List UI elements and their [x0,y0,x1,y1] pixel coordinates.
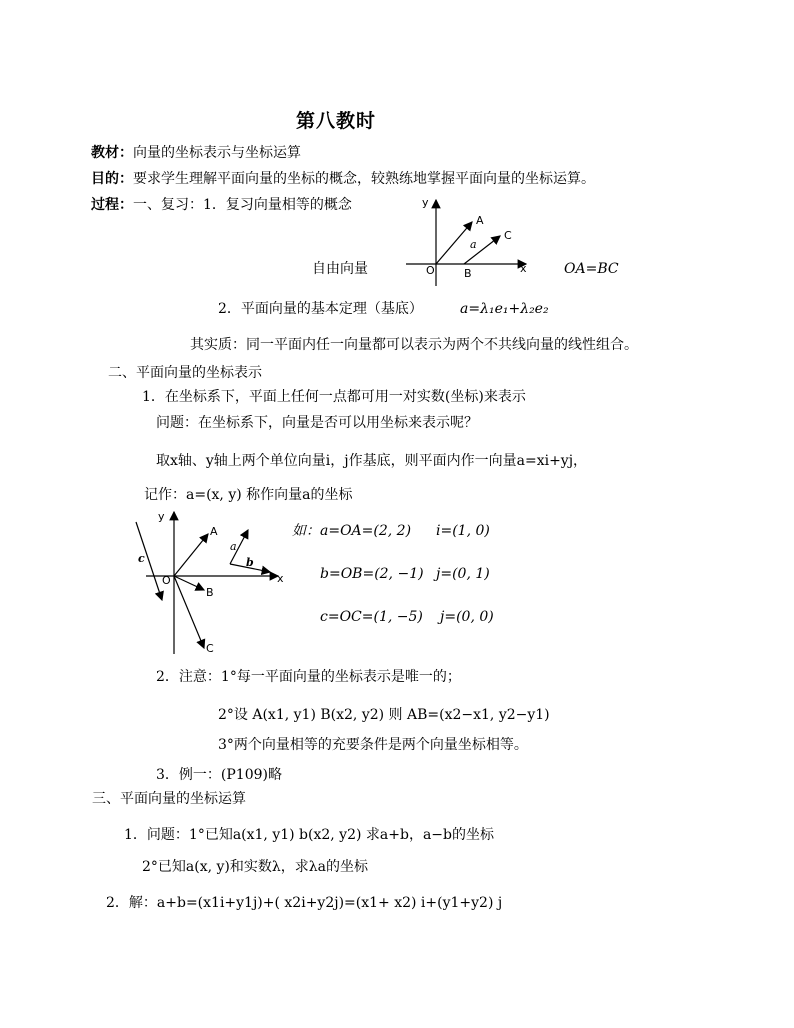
fig2-label-y: y [158,510,165,523]
process-label: 过程： [91,197,133,213]
fig2-label-c: C [206,642,214,655]
fig1-label-x: x [520,262,527,275]
fig2-label-vec-b: b [246,556,254,569]
fig2-label-o: O [162,574,171,587]
section3-solution: 2．解：a+b=(x1i+y1j)+( x2i+y2j)=(x1+ x2) i+(y1+y2) j [106,895,503,911]
fig2-vector-oc [174,576,204,648]
example-b: b=OB=(2, −1) [320,566,424,582]
process-line [91,196,352,214]
fig1-vector-oa [436,222,472,264]
example-reference: 3．例一：(P109)略 [156,767,282,783]
essence-text: 其实质：同一平面内任一向量都可以表示为两个不共线向量的线性组合。 [190,337,638,353]
example-j: j=(0, 1) [436,566,490,582]
note-3: 3°两个向量相等的充要条件是两个向量坐标相等。 [218,737,528,753]
fig2-label-vec-a: a [230,540,237,553]
coordinate-vectors-figure [126,508,288,656]
goal-text: 要求学生理解平面向量的坐标的概念，较熟练地掌握平面向量的坐标运算。 [133,171,595,187]
fig2-label-a: A [210,525,218,538]
material-label: 教材： [91,145,133,161]
material-line [91,144,301,162]
fig2-label-vec-c: c [138,552,145,565]
review-text: 一、复习：1．复习向量相等的概念 [133,197,352,213]
free-vector-label: 自由向量 [312,261,368,277]
equality-formula: OA=BC [564,261,619,277]
note-1: 2．注意：1°每一平面向量的坐标表示是唯一的； [156,669,461,685]
fig1-label-b: B [464,267,472,280]
fig1-label-vec-a: a [470,238,477,251]
fig1-label-y: y [422,196,429,209]
section2-notation: 记作：a=(x, y) 称作向量a的坐标 [144,487,353,503]
section3-question-2: 2°已知a(x, y)和实数λ，求λa的坐标 [142,859,368,875]
theorem-formula: a=λ₁e₁+λ₂e₂ [460,301,549,317]
material-text: 向量的坐标表示与坐标运算 [133,145,301,161]
example-i: i=(1, 0) [436,523,490,539]
example-a: 如：a=OA=(2, 2) [292,523,412,539]
fig1-label-o: O [426,264,435,277]
page-title: 第八教时 [296,110,377,132]
fig1-label-c: C [504,229,512,242]
section3-heading: 三、平面向量的坐标运算 [92,791,246,807]
fig2-label-b: B [206,586,214,599]
example-c: c=OC=(1, −5) [320,609,423,625]
goal-line [91,170,595,188]
note-2: 2°设 A(x1, y1) B(x2, y2) 则 AB=(x2−x1, y2−y1) [218,707,550,723]
fig1-label-a: A [476,214,484,227]
fig2-vector-oa [174,534,208,576]
fig2-label-x: x [277,572,284,585]
section2-heading: 二、平面向量的坐标表示 [108,365,262,381]
section3-question-1: 1．问题：1°已知a(x1, y1) b(x2, y2) 求a+b，a−b的坐标 [124,827,494,843]
section2-basis: 取x轴、y轴上两个单位向量i，j作基底，则平面内作一向量a=xi+yj， [156,453,588,469]
section2-question: 问题：在坐标系下，向量是否可以用坐标来表示呢？ [156,415,478,431]
example-zero: j=(0, 0) [440,609,494,625]
goal-label: 目的： [91,171,133,187]
section2-item1: 1．在坐标系下，平面上任何一点都可用一对实数(坐标)来表示 [142,389,526,405]
theorem-text: 2．平面向量的基本定理（基底） [218,301,423,317]
